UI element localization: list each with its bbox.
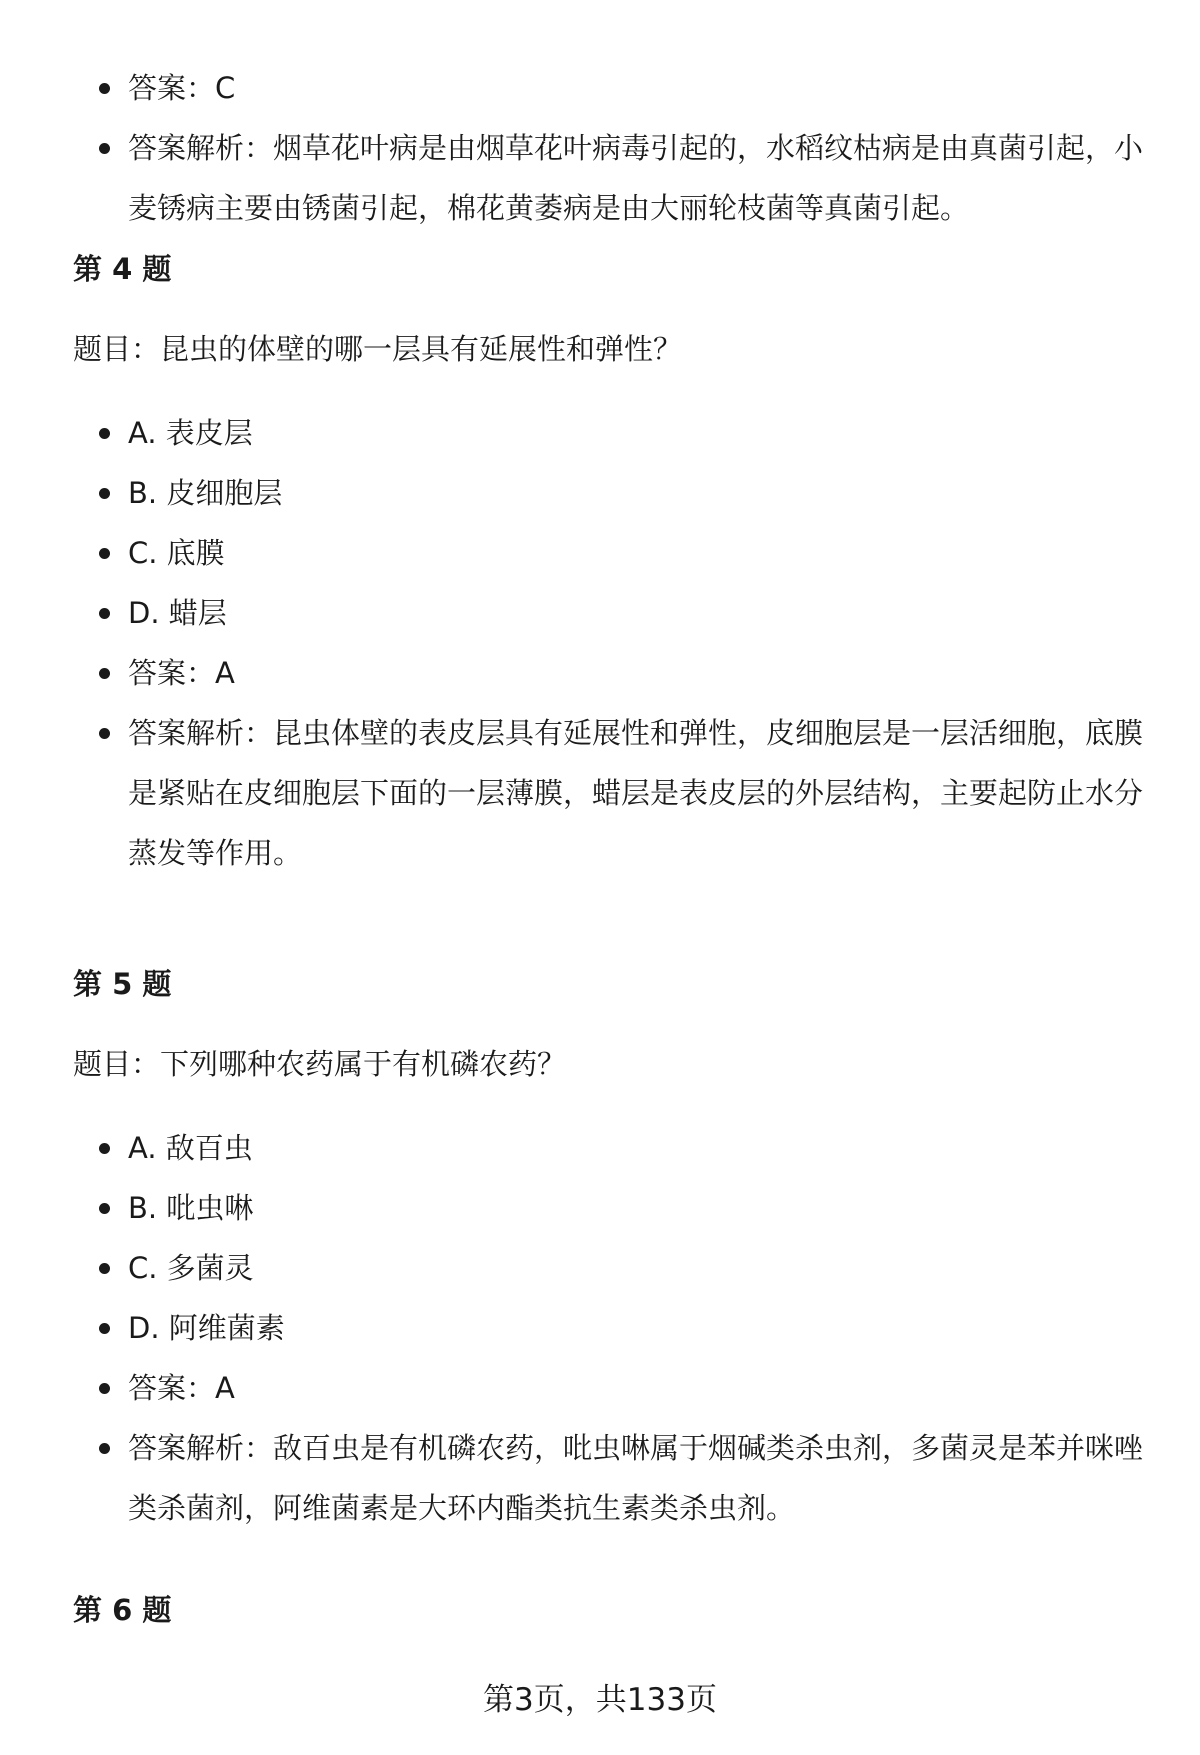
q5-list <box>0 1118 1200 1538</box>
q5-question: 题目：下列哪种农药属于有机磷农药？ <box>73 1047 567 1081</box>
q5-answer: 答案：A <box>0 1358 1200 1418</box>
q5-explanation: 答案解析：敌百虫是有机磷农药，吡虫啉属于烟碱类杀虫剂，多菌灵是苯并咪唑类杀菌剂，阿维菌素是大环内酯类抗生素类杀虫剂。 <box>0 1418 1200 1538</box>
q5-option-a: A. 敌百虫 <box>0 1118 1200 1178</box>
q4-list <box>0 403 1200 883</box>
q4-option-a: A. 表皮层 <box>0 403 1200 463</box>
q4-option-c: C. 底膜 <box>0 523 1200 583</box>
q3-explanation: 答案解析：烟草花叶病是由烟草花叶病毒引起的，水稻纹枯病是由真菌引起，小麦锈病主要由锈菌引起，棉花黄萎病是由大丽轮枝菌等真菌引起。 <box>0 118 1200 238</box>
q3-tail <box>0 58 1200 238</box>
page-footer: 第3页，共133页 <box>483 1682 717 1718</box>
q4-heading: 第 4 题 <box>73 252 172 286</box>
q5-heading: 第 5 题 <box>73 967 172 1001</box>
q3-answer: 答案：C <box>0 58 1200 118</box>
q4-option-d: D. 蜡层 <box>0 583 1200 643</box>
q5-list-block <box>0 1118 1200 1538</box>
q6-heading: 第 6 题 <box>73 1593 172 1627</box>
q4-option-b: B. 皮细胞层 <box>0 463 1200 523</box>
q4-question: 题目：昆虫的体壁的哪一层具有延展性和弹性？ <box>73 332 683 366</box>
q4-explanation: 答案解析：昆虫体壁的表皮层具有延展性和弹性，皮细胞层是一层活细胞，底膜是紧贴在皮细胞层下面的一层薄膜，蜡层是表皮层的外层结构，主要起防止水分蒸发等作用。 <box>0 703 1200 883</box>
q5-option-d: D. 阿维菌素 <box>0 1298 1200 1358</box>
q4-list-block <box>0 403 1200 883</box>
q5-option-c: C. 多菌灵 <box>0 1238 1200 1298</box>
q3-tail-list <box>0 58 1200 238</box>
q4-answer: 答案：A <box>0 643 1200 703</box>
q5-option-b: B. 吡虫啉 <box>0 1178 1200 1238</box>
